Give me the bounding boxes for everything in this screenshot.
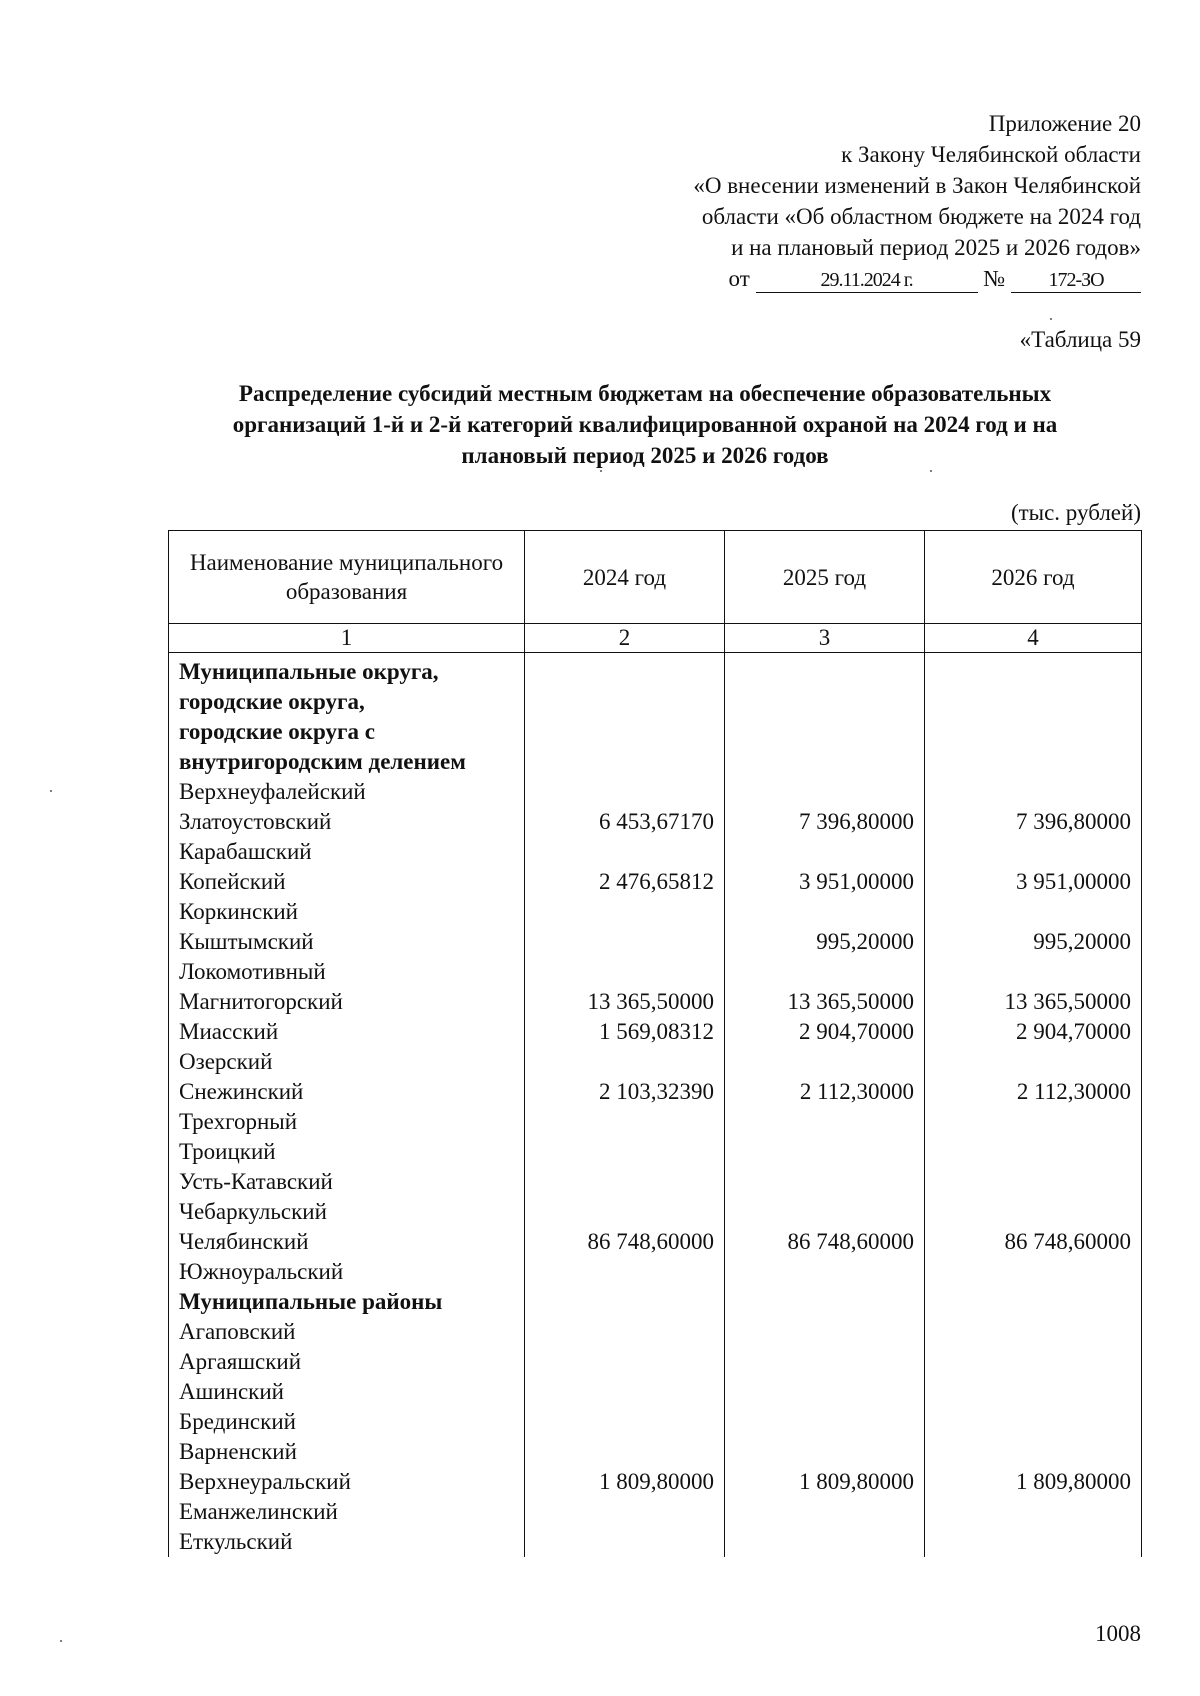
scan-speck <box>60 1640 62 1642</box>
amount-2026 <box>925 1407 1142 1437</box>
amount-2024 <box>525 1167 725 1197</box>
table-row <box>169 837 1142 867</box>
municipality-name: Брединский <box>169 1407 525 1437</box>
appendix-line: к Закону Челябинской области <box>841 142 1141 167</box>
table-row <box>169 1137 1142 1167</box>
amount-2025 <box>725 1167 925 1197</box>
amount-2025 <box>725 1437 925 1467</box>
amount-2025 <box>725 1257 925 1287</box>
page-number: 1008 <box>1095 1621 1141 1646</box>
amount-2024 <box>525 1287 725 1317</box>
table-row <box>169 1107 1142 1137</box>
table-header-row <box>169 531 1142 624</box>
amount-2026 <box>925 897 1142 927</box>
scan-speck <box>600 470 602 472</box>
column-number: 2 <box>525 624 725 653</box>
table-row <box>169 1257 1142 1287</box>
table-row <box>169 1197 1142 1227</box>
appendix-line: области «Об областном бюджете на 2024 год <box>701 204 1141 229</box>
law-date: 29.11.2024 г. <box>756 268 978 293</box>
table-section-row <box>169 747 1142 777</box>
amount-2026 <box>925 1137 1142 1167</box>
table-row <box>169 1467 1142 1497</box>
municipality-name: Южноуральский <box>169 1257 525 1287</box>
number-label: № <box>983 266 1006 291</box>
from-label: от <box>728 266 750 291</box>
amount-2024: 1 569,08312 <box>525 1017 725 1047</box>
amount-2024 <box>525 1347 725 1377</box>
amount-2024 <box>525 653 725 688</box>
table-label: «Таблица 59 <box>1019 327 1141 352</box>
amount-2026: 995,20000 <box>925 927 1142 957</box>
amount-2025 <box>725 1287 925 1317</box>
amount-2026: 3 951,00000 <box>925 867 1142 897</box>
amount-2024 <box>525 687 725 717</box>
amount-2025: 7 396,80000 <box>725 807 925 837</box>
amount-2024 <box>525 777 725 807</box>
amount-2025 <box>725 687 925 717</box>
amount-2026 <box>925 1437 1142 1467</box>
table-row <box>169 1227 1142 1257</box>
subsidy-table <box>168 530 1142 1557</box>
amount-2024 <box>525 1107 725 1137</box>
scan-speck <box>50 790 52 792</box>
table-row <box>169 897 1142 927</box>
municipality-name: Копейский <box>169 867 525 897</box>
municipality-name: Аргаяшский <box>169 1347 525 1377</box>
title-line: Распределение субсидий местным бюджетам на обеспечение образовательных <box>238 381 1052 406</box>
municipality-name: Снежинский <box>169 1077 525 1107</box>
amount-2026 <box>925 1167 1142 1197</box>
amount-2024 <box>525 1497 725 1527</box>
municipality-name: Верхнеуральский <box>169 1467 525 1497</box>
municipality-name: Троицкий <box>169 1137 525 1167</box>
amount-2026 <box>925 957 1142 987</box>
amount-2024: 2 103,32390 <box>525 1077 725 1107</box>
column-header-2025: 2025 год <box>725 531 925 624</box>
amount-2025 <box>725 1377 925 1407</box>
municipality-name: Карабашский <box>169 837 525 867</box>
municipality-name: внутригородским делением <box>169 747 525 777</box>
municipality-name: Миасский <box>169 1017 525 1047</box>
law-date-number-line <box>581 263 1141 294</box>
table-row <box>169 1407 1142 1437</box>
amount-2025 <box>725 1107 925 1137</box>
table-row <box>169 957 1142 987</box>
column-number: 3 <box>725 624 925 653</box>
appendix-line: «О внесении изменений в Закон Челябинской <box>693 173 1141 198</box>
municipality-name: Усть-Катавский <box>169 1167 525 1197</box>
amount-2026 <box>925 1197 1142 1227</box>
amount-2025: 995,20000 <box>725 927 925 957</box>
amount-2026: 2 904,70000 <box>925 1017 1142 1047</box>
amount-2026 <box>925 1347 1142 1377</box>
municipality-name: городские округа, <box>169 687 525 717</box>
municipality-name: Магнитогорский <box>169 987 525 1017</box>
amount-2024: 2 476,65812 <box>525 867 725 897</box>
scan-speck <box>1050 318 1052 320</box>
municipality-name: Ашинский <box>169 1377 525 1407</box>
amount-2024 <box>525 1317 725 1347</box>
table-section-row <box>169 717 1142 747</box>
amount-2025 <box>725 957 925 987</box>
table-row <box>169 867 1142 897</box>
amount-2026 <box>925 1497 1142 1527</box>
municipality-name: Челябинский <box>169 1227 525 1257</box>
amount-2024 <box>525 747 725 777</box>
amount-2026 <box>925 837 1142 867</box>
municipality-name: Чебаркульский <box>169 1197 525 1227</box>
amount-2025: 3 951,00000 <box>725 867 925 897</box>
amount-2024 <box>525 897 725 927</box>
amount-2025 <box>725 747 925 777</box>
amount-2026 <box>925 747 1142 777</box>
table-row <box>169 1437 1142 1467</box>
municipality-name: Верхнеуфалейский <box>169 777 525 807</box>
amount-2024 <box>525 1257 725 1287</box>
amount-2025 <box>725 1317 925 1347</box>
amount-2025 <box>725 1347 925 1377</box>
table-body <box>169 653 1142 1558</box>
amount-2025 <box>725 777 925 807</box>
amount-2025: 13 365,50000 <box>725 987 925 1017</box>
amount-2026: 2 112,30000 <box>925 1077 1142 1107</box>
amount-2026 <box>925 1047 1142 1077</box>
municipality-name: Кыштымский <box>169 927 525 957</box>
amount-2026 <box>925 777 1142 807</box>
amount-2026: 7 396,80000 <box>925 807 1142 837</box>
amount-2025: 86 748,60000 <box>725 1227 925 1257</box>
amount-2025 <box>725 1407 925 1437</box>
municipality-name: Агаповский <box>169 1317 525 1347</box>
column-number-row <box>169 624 1142 653</box>
table-row <box>169 1347 1142 1377</box>
municipality-name: Варненский <box>169 1437 525 1467</box>
amount-2026 <box>925 1377 1142 1407</box>
amount-2024: 13 365,50000 <box>525 987 725 1017</box>
municipality-name: Коркинский <box>169 897 525 927</box>
amount-2025 <box>725 1137 925 1167</box>
column-header-name: Наименование муниципального образования <box>169 531 525 624</box>
table-row <box>169 1317 1142 1347</box>
municipality-name: Муниципальные районы <box>169 1287 525 1317</box>
amount-2025: 2 904,70000 <box>725 1017 925 1047</box>
amount-2026: 13 365,50000 <box>925 987 1142 1017</box>
table-row <box>169 1167 1142 1197</box>
amount-2025: 1 809,80000 <box>725 1467 925 1497</box>
amount-2024 <box>525 957 725 987</box>
table-row <box>169 1047 1142 1077</box>
amount-2024 <box>525 1407 725 1437</box>
amount-2025 <box>725 1527 925 1557</box>
appendix-line: Приложение 20 <box>988 111 1141 136</box>
amount-2026 <box>925 1317 1142 1347</box>
title-line: плановый период 2025 и 2026 годов <box>461 443 829 468</box>
table-row <box>169 1497 1142 1527</box>
column-number: 1 <box>169 624 525 653</box>
amount-2024: 6 453,67170 <box>525 807 725 837</box>
column-header-2024: 2024 год <box>525 531 725 624</box>
amount-2026: 86 748,60000 <box>925 1227 1142 1257</box>
amount-2024 <box>525 1047 725 1077</box>
amount-2024 <box>525 1527 725 1557</box>
amount-2026 <box>925 1527 1142 1557</box>
amount-2024 <box>525 1377 725 1407</box>
amount-2024 <box>525 927 725 957</box>
amount-2025: 2 112,30000 <box>725 1077 925 1107</box>
municipality-name: Еманжелинский <box>169 1497 525 1527</box>
amount-2024 <box>525 1197 725 1227</box>
table-row <box>169 1017 1142 1047</box>
appendix-header <box>581 108 1141 294</box>
amount-2024: 86 748,60000 <box>525 1227 725 1257</box>
amount-2024 <box>525 717 725 747</box>
document-title <box>160 378 1130 471</box>
amount-2025 <box>725 1197 925 1227</box>
amount-2026 <box>925 717 1142 747</box>
amount-2024 <box>525 1137 725 1167</box>
amount-2025 <box>725 837 925 867</box>
amount-2025 <box>725 897 925 927</box>
amount-2024 <box>525 1437 725 1467</box>
scan-speck <box>930 470 932 472</box>
table-row <box>169 1527 1142 1557</box>
amount-2024: 1 809,80000 <box>525 1467 725 1497</box>
amount-2026 <box>925 1287 1142 1317</box>
column-number: 4 <box>925 624 1142 653</box>
amount-2026 <box>925 1107 1142 1137</box>
amount-2025 <box>725 717 925 747</box>
municipality-name: Трехгорный <box>169 1107 525 1137</box>
amount-2025 <box>725 1497 925 1527</box>
municipality-name: Еткульский <box>169 1527 525 1557</box>
table-row <box>169 927 1142 957</box>
municipality-name: Озерский <box>169 1047 525 1077</box>
amount-2025 <box>725 1047 925 1077</box>
table-row <box>169 987 1142 1017</box>
municipality-name: Златоустовский <box>169 807 525 837</box>
units-label: (тыс. рублей) <box>1010 500 1141 525</box>
title-line: организаций 1-й и 2-й категорий квалифицированной охраной на 2024 год и на <box>232 412 1058 437</box>
law-number: 172-ЗО <box>1011 268 1141 293</box>
municipality-name: Муниципальные округа, <box>169 653 525 688</box>
table-row <box>169 1377 1142 1407</box>
amount-2026 <box>925 653 1142 688</box>
column-header-2026: 2026 год <box>925 531 1142 624</box>
amount-2025 <box>725 653 925 688</box>
appendix-line: и на плановый период 2025 и 2026 годов» <box>731 235 1141 260</box>
table-row <box>169 777 1142 807</box>
table-row <box>169 1077 1142 1107</box>
municipality-name: Локомотивный <box>169 957 525 987</box>
table-section-row <box>169 1287 1142 1317</box>
amount-2026 <box>925 1257 1142 1287</box>
table-row <box>169 807 1142 837</box>
amount-2024 <box>525 837 725 867</box>
amount-2026: 1 809,80000 <box>925 1467 1142 1497</box>
table-section-row <box>169 687 1142 717</box>
municipality-name: городские округа с <box>169 717 525 747</box>
amount-2026 <box>925 687 1142 717</box>
table-section-row <box>169 653 1142 688</box>
